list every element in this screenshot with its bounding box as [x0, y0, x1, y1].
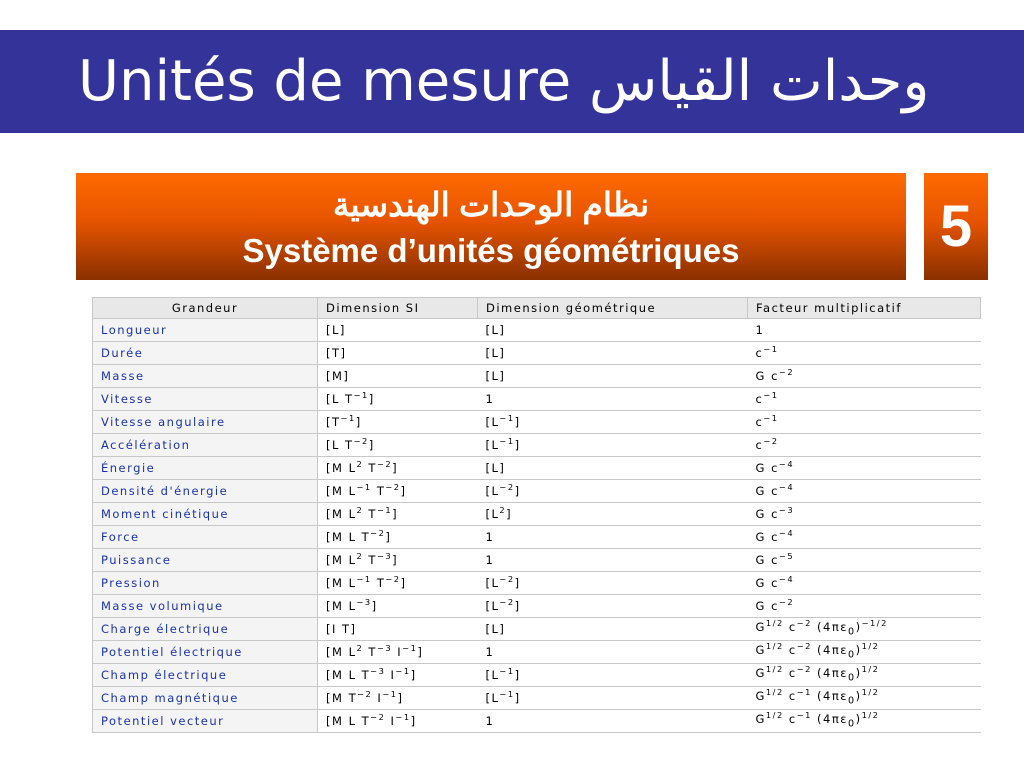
dimension-geo-cell: 1	[478, 549, 748, 572]
quantity-link[interactable]: Vitesse angulaire	[93, 411, 318, 434]
quantity-link[interactable]: Longueur	[93, 319, 318, 342]
quantity-link[interactable]: Potentiel vecteur	[93, 710, 318, 733]
dimension-geo-cell: $[L^{-1}]$	[478, 687, 748, 710]
dimension-si-cell: [M $L^{-1}$ $T^{-2}$]	[318, 572, 478, 595]
dimension-geo-cell: 1	[478, 388, 748, 411]
dimension-si-cell: [M]	[318, 365, 478, 388]
factor-cell: $c^{-1}$	[748, 411, 981, 434]
dimension-geo-cell: [L]	[478, 365, 748, 388]
dimension-si-cell: [M $L^2$ $T^{-3}$]	[318, 549, 478, 572]
section-title-french: Système d’unités géométriques	[242, 232, 740, 269]
table-row	[93, 526, 981, 549]
table-body	[93, 319, 981, 733]
quantity-link[interactable]: Champ magnétique	[93, 687, 318, 710]
quantity-link[interactable]: Force	[93, 526, 318, 549]
units-table	[92, 297, 981, 733]
dimension-geo-cell: $[L^2]$	[478, 503, 748, 526]
factor-cell: G $c^{-2}$	[748, 595, 981, 618]
dimension-si-cell: [T]	[318, 342, 478, 365]
factor-cell: G $c^{-4}$	[748, 457, 981, 480]
quantity-link[interactable]: Potentiel électrique	[93, 641, 318, 664]
table-row	[93, 388, 981, 411]
quantity-link[interactable]: Durée	[93, 342, 318, 365]
factor-cell: G $c^{-5}$	[748, 549, 981, 572]
factor-cell: $c^{-1}$	[748, 342, 981, 365]
header-dimension-si: Dimension SI	[318, 298, 478, 319]
table-row	[93, 618, 981, 641]
factor-cell: G $c^{-2}$	[748, 365, 981, 388]
dimension-si-cell: [M L $T^{-2}$ $I^{-1}$]	[318, 710, 478, 733]
table-row	[93, 664, 981, 687]
header-grandeur: Grandeur	[93, 298, 318, 319]
table-row	[93, 457, 981, 480]
quantity-link[interactable]: Accélération	[93, 434, 318, 457]
dimension-geo-cell: $[L^{-2}]$	[478, 595, 748, 618]
factor-cell: $c^{-1}$	[748, 388, 981, 411]
dimension-si-cell: [M $L^2$ $T^{-1}$]	[318, 503, 478, 526]
factor-cell: $G^{1/2}$ $c^{-2}$ $(4\pi\varepsilon_0)^{1/2}$	[748, 641, 981, 664]
dimension-geo-cell: [L]	[478, 319, 748, 342]
table-row	[93, 549, 981, 572]
dimension-geo-cell: [L]	[478, 342, 748, 365]
dimension-si-cell: [M $L^{-1}$ $T^{-2}$]	[318, 480, 478, 503]
quantity-link[interactable]: Puissance	[93, 549, 318, 572]
table-row	[93, 365, 981, 388]
dimension-si-cell: [M L $T^{-2}$]	[318, 526, 478, 549]
dimension-geo-cell: [L]	[478, 618, 748, 641]
factor-cell: $G^{1/2}$ $c^{-2}$ $(4\pi\varepsilon_0)^{-1/2}$	[748, 618, 981, 641]
quantity-link[interactable]: Vitesse	[93, 388, 318, 411]
table-row	[93, 411, 981, 434]
page-title: Unités de mesure وحدات القياس	[78, 49, 930, 114]
table-row	[93, 503, 981, 526]
dimension-si-cell: $[T^{-1}]$	[318, 411, 478, 434]
factor-cell: G $c^{-4}$	[748, 572, 981, 595]
quantity-link[interactable]: Énergie	[93, 457, 318, 480]
table-row	[93, 434, 981, 457]
table-row	[93, 687, 981, 710]
factor-cell: 1	[748, 319, 981, 342]
header-dimension-geometrique: Dimension géométrique	[478, 298, 748, 319]
quantity-link[interactable]: Champ électrique	[93, 664, 318, 687]
quantity-link[interactable]: Masse	[93, 365, 318, 388]
table-row	[93, 710, 981, 733]
quantity-link[interactable]: Masse volumique	[93, 595, 318, 618]
dimension-geo-cell: $[L^{-2}]$	[478, 572, 748, 595]
table-row	[93, 595, 981, 618]
table-row	[93, 342, 981, 365]
dimension-geo-cell: $[L^{-2}]$	[478, 480, 748, 503]
quantity-link[interactable]: Densité d'énergie	[93, 480, 318, 503]
dimension-geo-cell: [L]	[478, 457, 748, 480]
table-row	[93, 641, 981, 664]
section-title-arabic: نظام الوحدات الهندسية	[332, 186, 650, 223]
dimension-si-cell: [L $T^{-2}$]	[318, 434, 478, 457]
dimension-si-cell: [M $L^2$ $T^{-2}$]	[318, 457, 478, 480]
quantity-link[interactable]: Moment cinétique	[93, 503, 318, 526]
dimension-geo-cell: $[L^{-1}]$	[478, 434, 748, 457]
dimension-si-cell: [M $L^{-3}$]	[318, 595, 478, 618]
dimension-si-cell: [M L $T^{-3}$ $I^{-1}$]	[318, 664, 478, 687]
section-number: 5	[924, 173, 988, 280]
dimension-geo-cell: 1	[478, 710, 748, 733]
table-header-row	[93, 298, 981, 319]
dimension-si-cell: [L $T^{-1}$]	[318, 388, 478, 411]
title-banner	[0, 30, 1024, 133]
factor-cell: $G^{1/2}$ $c^{-1}$ $(4\pi\varepsilon_0)^{1/2}$	[748, 687, 981, 710]
table-row	[93, 319, 981, 342]
dimension-geo-cell: $[L^{-1}]$	[478, 664, 748, 687]
dimension-si-cell: [M $L^2$ $T^{-3}$ $I^{-1}$]	[318, 641, 478, 664]
dimension-si-cell: [M $T^{-2}$ $I^{-1}$]	[318, 687, 478, 710]
table-row	[93, 480, 981, 503]
dimension-si-cell: [L]	[318, 319, 478, 342]
factor-cell: G $c^{-4}$	[748, 526, 981, 549]
factor-cell: $G^{1/2}$ $c^{-2}$ $(4\pi\varepsilon_0)^{1/2}$	[748, 664, 981, 687]
dimension-geo-cell: 1	[478, 526, 748, 549]
factor-cell: G $c^{-4}$	[748, 480, 981, 503]
factor-cell: $G^{1/2}$ $c^{-1}$ $(4\pi\varepsilon_0)^{1/2}$	[748, 710, 981, 733]
section-title-box	[76, 173, 906, 280]
quantity-link[interactable]: Pression	[93, 572, 318, 595]
quantity-link[interactable]: Charge électrique	[93, 618, 318, 641]
header-facteur-multiplicatif: Facteur multiplicatif	[748, 298, 981, 319]
dimension-geo-cell: 1	[478, 641, 748, 664]
factor-cell: $c^{-2}$	[748, 434, 981, 457]
factor-cell: G $c^{-3}$	[748, 503, 981, 526]
table-row	[93, 572, 981, 595]
dimension-si-cell: [I T]	[318, 618, 478, 641]
dimension-geo-cell: $[L^{-1}]$	[478, 411, 748, 434]
